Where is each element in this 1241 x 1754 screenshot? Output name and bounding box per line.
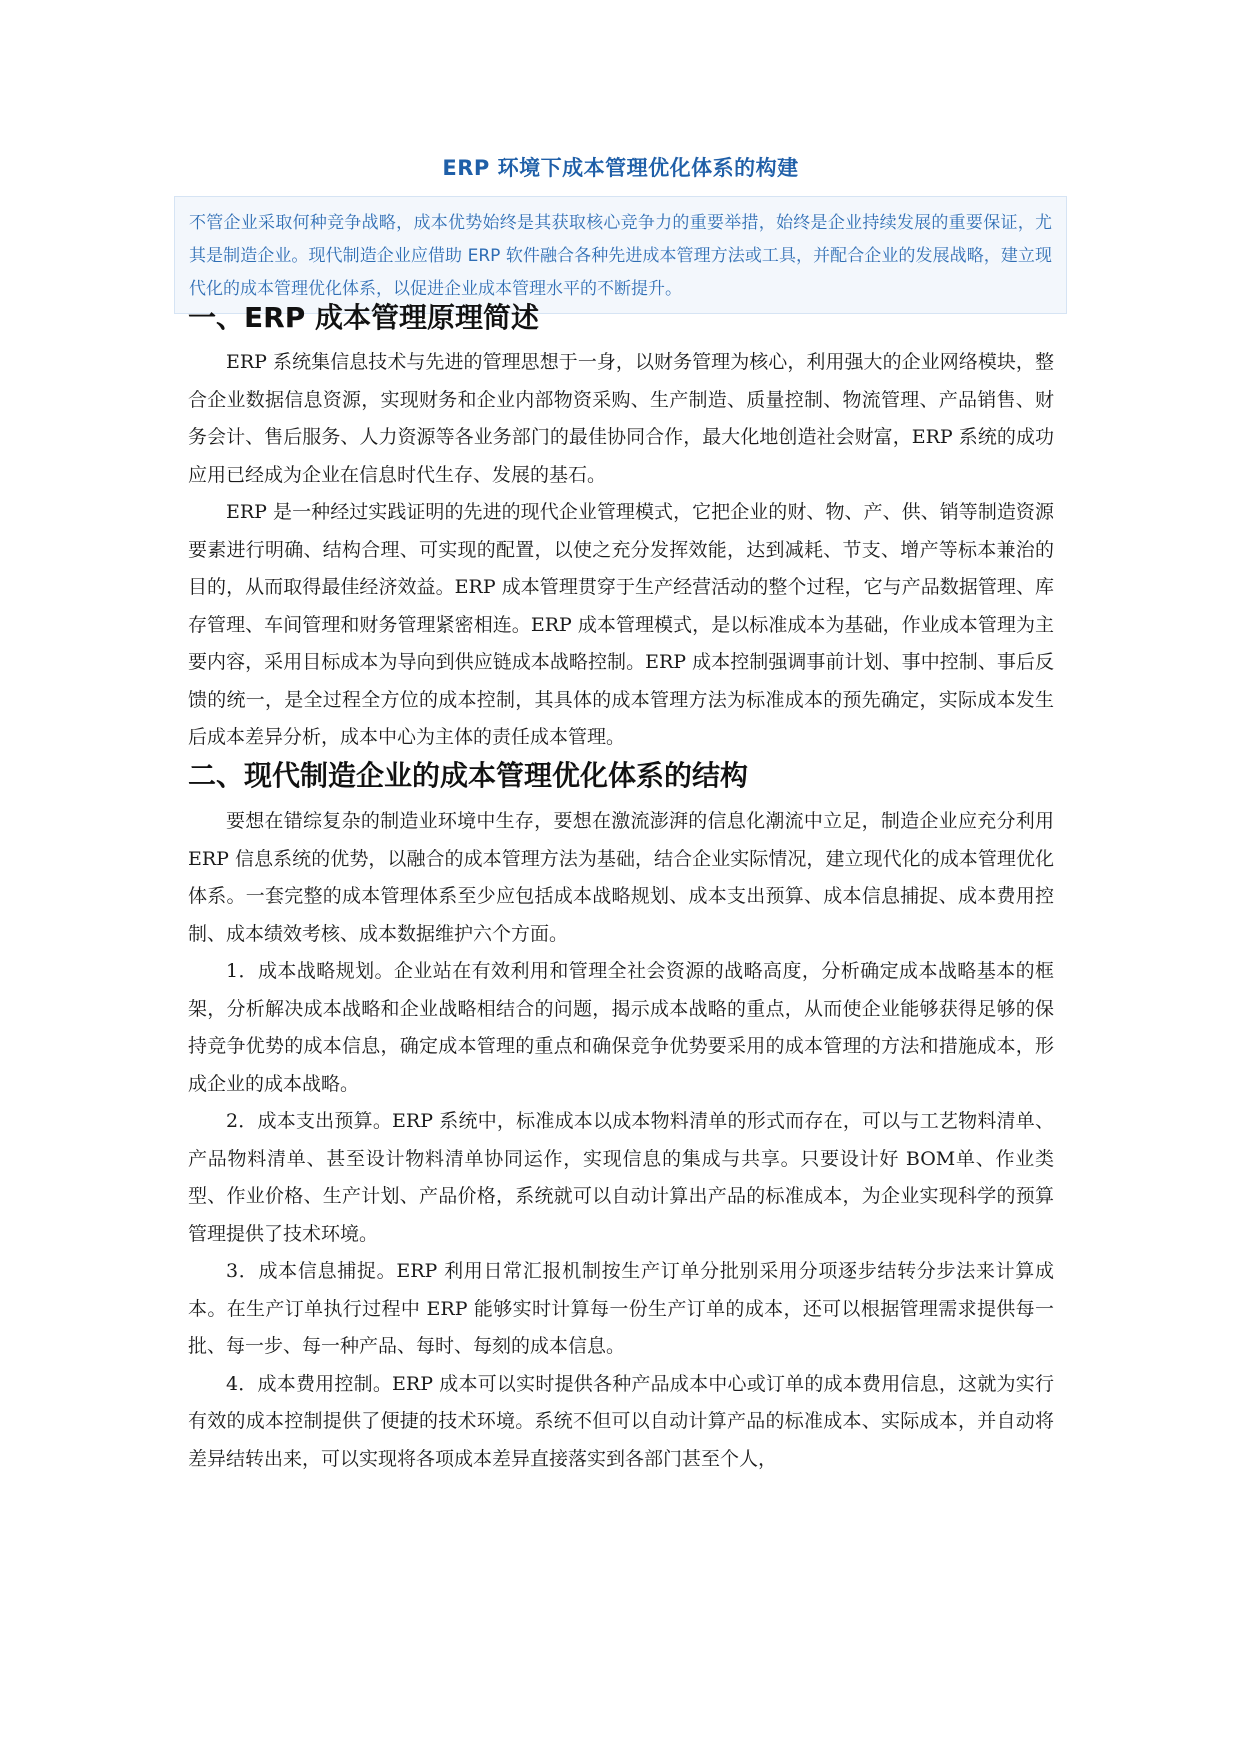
paragraph: ERP 系统集信息技术与先进的管理思想于一身，以财务管理为核心，利用强大的企业网络模块，整合企业数据信息资源，实现财务和企业内部物资采购、生产制造、质量控制、物流管理、产品销售、财务会计、售后服务、人力资源等各业务部门的最佳协同合作，最大化地创造社会财富，ERP 系统的成功应用已经成为企业在信息时代生存、发展的基石。 — [188, 351, 1054, 486]
paragraph: 2．成本支出预算。ERP 系统中，标准成本以成本物料清单的形式而存在，可以与工艺物料清单、产品物料清单、甚至设计物料清单协同运作，实现信息的集成与共享。只要设计好 BOM单、作业类型、作业价格、生产计划、产品价格，系统就可以自动计算出产品的标准成本，为企业实现科学的预算管理提供了技术环境。 — [188, 1110, 1054, 1245]
section-heading-2: 二、现代制造企业的成本管理优化体系的结构 — [188, 759, 749, 792]
paragraph: ERP 是一种经过实践证明的先进的现代企业管理模式，它把企业的财、物、产、供、销等制造资源要素进行明确、结构合理、可实现的配置，以使之充分发挥效能，达到减耗、节支、增产等标本兼治的目的，从而取得最佳经济效益。ERP 成本管理贯穿于生产经营活动的整个过程，它与产品数据管理、库存管理、车间管理和财务管理紧密相连。ERP 成本管理模式，是以标准成本为基础，作业成本管理为主要内容，采用目标成本为导向到供应链成本战略控制。ERP 成本控制强调事前计划、事中控制、事后反馈的统一，是全过程全方位的成本控制，其具体的成本管理方法为标准成本的预先确定，实际成本发生后成本差异分析，成本中心为主体的责任成本管理。 — [188, 501, 1054, 748]
document-title: ERP 环境下成本管理优化体系的构建 — [442, 156, 799, 180]
paragraph: 4．成本费用控制。ERP 成本可以实时提供各种产品成本中心或订单的成本费用信息，这就为实行有效的成本控制提供了便捷的技术环境。系统不但可以自动计算产品的标准成本、实际成本，并自动将差异结转出来，可以实现将各项成本差异直接落实到各部门甚至个人， — [188, 1372, 1054, 1470]
section-1-body — [188, 344, 1054, 757]
abstract-text: 不管企业采取何种竞争战略，成本优势始终是其获取核心竞争力的重要举措，始终是企业持续发展的重要保证，尤其是制造企业。现代制造企业应借助 ERP 软件融合各种先进成本管理方法或工具，并配合企业的发展战略，建立现代化的成本管理优化体系，以促进企业成本管理水平的不断提升。 — [189, 213, 1052, 299]
section-heading-1: 一、ERP 成本管理原理简述 — [188, 301, 539, 334]
paragraph: 要想在错综复杂的制造业环境中生存，要想在激流澎湃的信息化潮流中立足，制造企业应充分利用 ERP 信息系统的优势，以融合的成本管理方法为基础，结合企业实际情况，建立现代化的成本管理优化体系。一套完整的成本管理体系至少应包括成本战略规划、成本支出预算、成本信息捕捉、成本费用控制、成本绩效考核、成本数据维护六个方面。 — [188, 810, 1054, 945]
paragraph: 1．成本战略规划。企业站在有效利用和管理全社会资源的战略高度，分析确定成本战略基本的框架，分析解决成本战略和企业战略相结合的问题，揭示成本战略的重点，从而使企业能够获得足够的保持竞争优势的成本信息，确定成本管理的重点和确保竞争优势要采用的成本管理的方法和措施成本，形成企业的成本战略。 — [188, 960, 1054, 1095]
paragraph: 3．成本信息捕捉。ERP 利用日常汇报机制按生产订单分批别采用分项逐步结转分步法来计算成本。在生产订单执行过程中 ERP 能够实时计算每一份生产订单的成本，还可以根据管理需求提供每一批、每一步、每一种产品、每时、每刻的成本信息。 — [188, 1260, 1054, 1357]
section-2-body — [188, 803, 1054, 1478]
